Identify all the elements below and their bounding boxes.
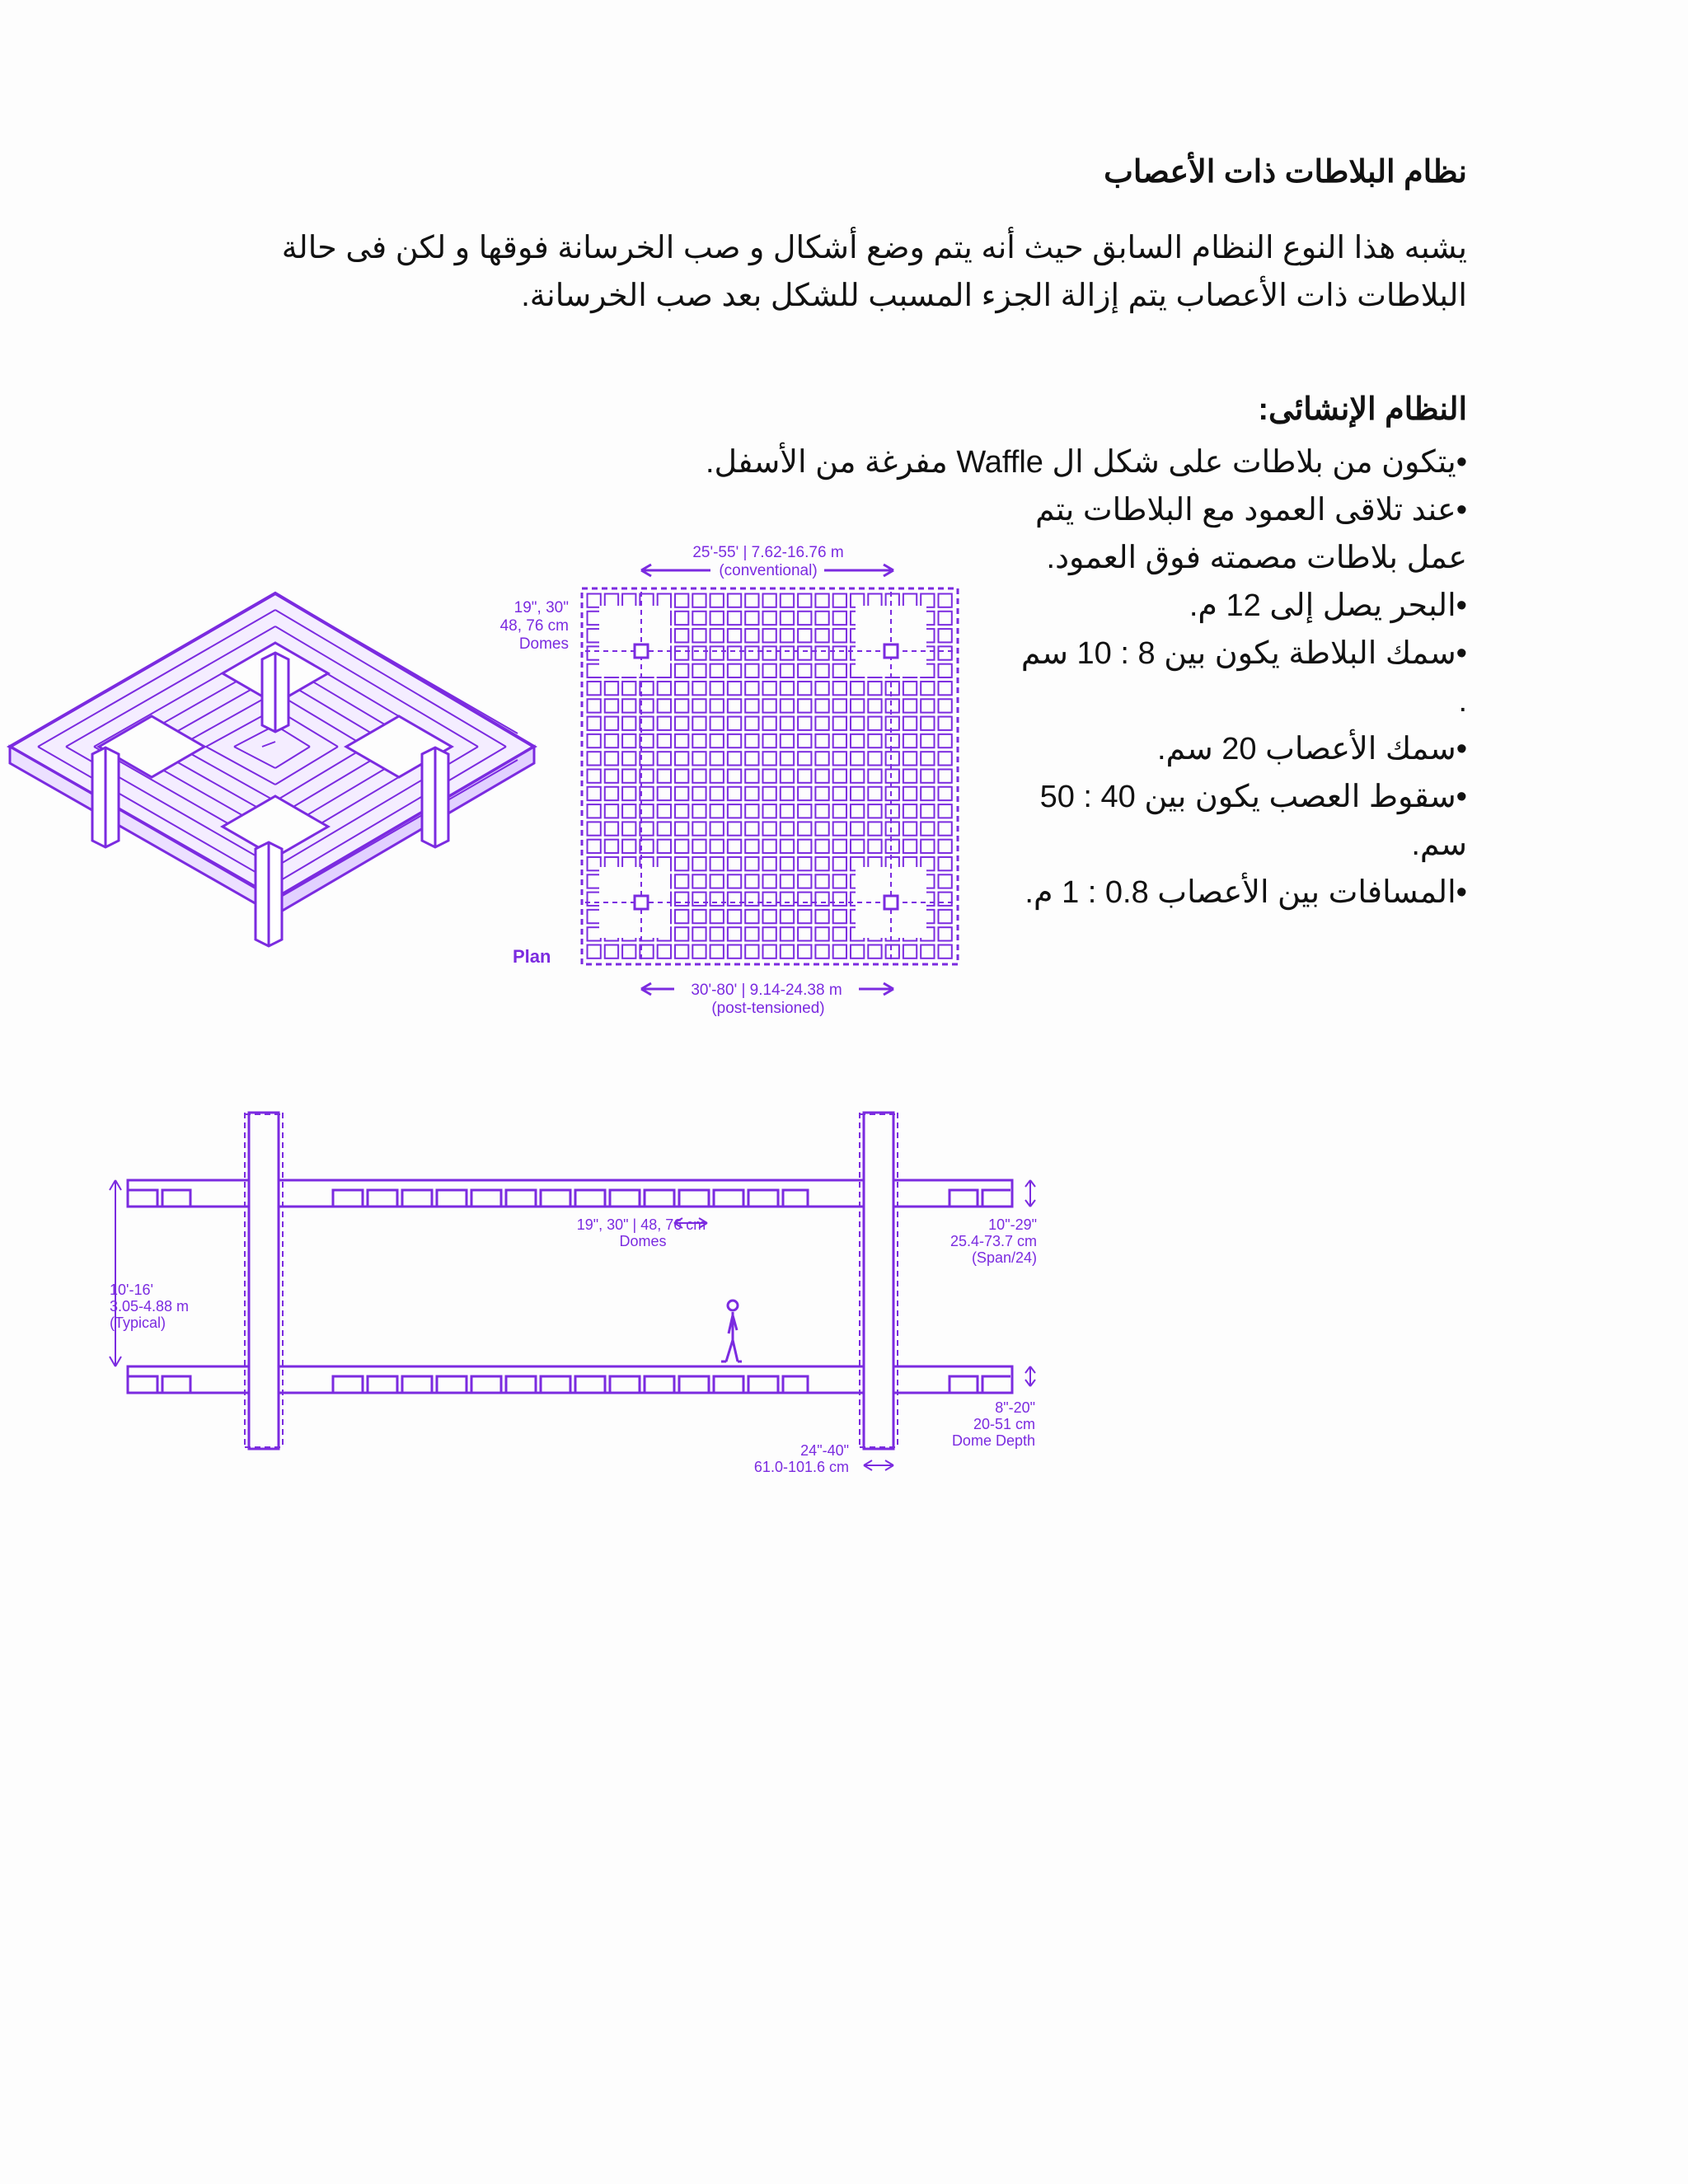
bullet-rib-thickness: •سمك الأعصاب 20 سم. [1157,732,1467,766]
structural-system-title: النظام الإنشائى: [1258,392,1467,427]
bullet-solid-drop-panel: •عند تلاقى العمود مع البلاطات يتم عمل بلاطات مصمته فوق العمود. [1034,493,1467,575]
bullet-rib-depth: •سقوط العصب يكون بين 40 : 50 سم. [1039,780,1467,862]
bullet-slab-thickness: •سمك البلاطة يكون بين 8 : 10 سم . [1020,636,1467,719]
isometric-view [10,593,534,946]
plan-domes-size: 19", 30" [513,599,569,616]
dome-depth-imperial: 8"-20" [995,1399,1035,1416]
plan-top-dimension: 25'-55' | 7.62-16.76 m [692,544,844,561]
plan-bottom-dimension-note: (post-tensioned) [711,1000,825,1017]
section-view [110,1113,1035,1470]
bullet-rib-spacing: •المسافات بين الأعصاب 0.8 : 1 م. [1025,875,1467,910]
floor-height-note: (Typical) [110,1315,166,1331]
person-figure [721,1301,742,1361]
dome-depth-metric: 20-51 cm [973,1416,1035,1432]
section-heading: نظام البلاطات ذات الأعصاب [1104,155,1467,190]
slab-thickness-imperial: 10"-29" [988,1216,1037,1233]
intro-paragraph: يشبه هذا النوع النظام السابق حيث أنه يتم وضع أشكال و صب الخرسانة فوقها و لكن فى حالة البلاطات ذات الأعصاب يتم إزالة الجزء المسبب للشكل بعد صب الخرسانة. [281,231,1467,313]
section-domes-size: 19", 30" | 48, 76 cm [576,1216,706,1233]
plan-view [582,565,958,995]
slab-thickness-rule: (Span/24) [971,1249,1037,1266]
plan-label: Plan [513,946,551,967]
column-width-metric: 61.0-101.6 cm [753,1459,849,1475]
plan-domes-label: Domes [518,635,569,653]
column-width-imperial: 24"-40" [800,1442,849,1459]
plan-bottom-dimension: 30'-80' | 9.14-24.38 m [691,982,842,999]
dome-depth-label: Dome Depth [951,1432,1035,1449]
plan-domes-size-metric: 48, 76 cm [499,617,569,635]
bullet-waffle-shape: •يتكون من بلاطات على شكل ال Waffle مفرغة من الأسفل. [705,445,1467,480]
section-domes-label: Domes [619,1233,667,1249]
slab-thickness-metric: 25.4-73.7 cm [950,1233,1037,1249]
floor-height-metric: 3.05-4.88 m [110,1298,190,1315]
floor-height-imperial: 10'-16' [110,1282,153,1298]
bullet-span: •البحر يصل إلى 12 م. [1189,588,1467,623]
plan-top-dimension-note: (conventional) [719,562,818,579]
